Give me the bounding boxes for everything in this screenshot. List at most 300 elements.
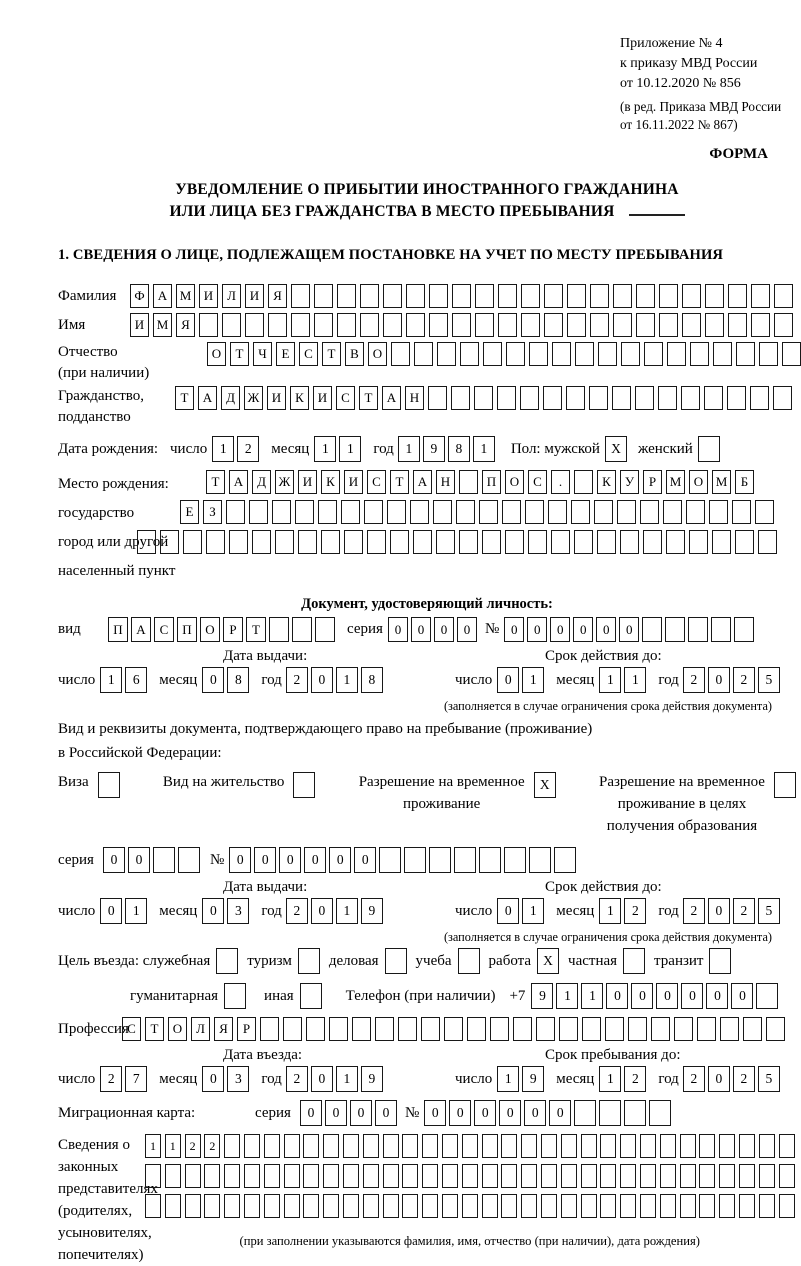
char-cell[interactable] bbox=[659, 284, 678, 308]
char-cell[interactable] bbox=[543, 386, 562, 410]
char-cell[interactable]: И bbox=[245, 284, 264, 308]
char-cell[interactable] bbox=[544, 313, 563, 337]
char-cell[interactable] bbox=[444, 1017, 463, 1041]
char-cell[interactable]: 9 bbox=[522, 1066, 544, 1092]
char-cell[interactable]: 2 bbox=[733, 898, 755, 924]
char-cell[interactable] bbox=[600, 1194, 616, 1218]
char-cell[interactable]: 1 bbox=[212, 436, 234, 462]
char-cell[interactable] bbox=[185, 1164, 201, 1188]
patronymic-boxes[interactable] bbox=[207, 342, 801, 366]
char-cell[interactable] bbox=[663, 500, 682, 524]
char-cell[interactable] bbox=[422, 1194, 438, 1218]
char-cell[interactable]: О bbox=[207, 342, 226, 366]
char-cell[interactable] bbox=[529, 847, 551, 873]
char-cell[interactable] bbox=[459, 470, 478, 494]
char-cell[interactable] bbox=[216, 948, 238, 974]
char-cell[interactable]: М bbox=[666, 470, 685, 494]
char-cell[interactable] bbox=[660, 1134, 676, 1158]
char-cell[interactable] bbox=[429, 847, 451, 873]
id-issue-month-boxes[interactable] bbox=[202, 667, 249, 693]
char-cell[interactable] bbox=[452, 284, 471, 308]
char-cell[interactable] bbox=[720, 1017, 739, 1041]
char-cell[interactable] bbox=[590, 284, 609, 308]
char-cell[interactable] bbox=[413, 530, 432, 554]
char-cell[interactable] bbox=[613, 313, 632, 337]
char-cell[interactable]: Б bbox=[735, 470, 754, 494]
char-cell[interactable]: 0 bbox=[350, 1100, 372, 1126]
char-cell[interactable] bbox=[300, 983, 322, 1009]
char-cell[interactable]: 0 bbox=[681, 983, 703, 1009]
char-cell[interactable] bbox=[659, 313, 678, 337]
char-cell[interactable]: 0 bbox=[229, 847, 251, 873]
char-cell[interactable] bbox=[264, 1164, 280, 1188]
char-cell[interactable]: 5 bbox=[758, 1066, 780, 1092]
char-cell[interactable] bbox=[711, 617, 731, 642]
char-cell[interactable] bbox=[458, 948, 480, 974]
char-cell[interactable] bbox=[541, 1134, 557, 1158]
char-cell[interactable]: 0 bbox=[499, 1100, 521, 1126]
entry-month-boxes[interactable] bbox=[202, 1066, 249, 1092]
char-cell[interactable] bbox=[536, 1017, 555, 1041]
char-cell[interactable]: К bbox=[290, 386, 309, 410]
char-cell[interactable] bbox=[612, 386, 631, 410]
char-cell[interactable] bbox=[756, 983, 778, 1009]
char-cell[interactable] bbox=[709, 948, 731, 974]
char-cell[interactable] bbox=[665, 617, 685, 642]
legal-reps-boxes-3[interactable] bbox=[145, 1194, 795, 1218]
char-cell[interactable]: Т bbox=[246, 617, 266, 642]
char-cell[interactable]: 0 bbox=[457, 617, 477, 642]
char-cell[interactable] bbox=[303, 1194, 319, 1218]
char-cell[interactable] bbox=[298, 948, 320, 974]
res-series-boxes[interactable] bbox=[103, 847, 200, 873]
char-cell[interactable] bbox=[293, 772, 315, 798]
char-cell[interactable]: 2 bbox=[286, 1066, 308, 1092]
char-cell[interactable]: Р bbox=[223, 617, 243, 642]
char-cell[interactable] bbox=[617, 500, 636, 524]
char-cell[interactable] bbox=[689, 530, 708, 554]
char-cell[interactable] bbox=[620, 530, 639, 554]
sex-male-checkbox[interactable] bbox=[605, 436, 627, 462]
char-cell[interactable] bbox=[590, 313, 609, 337]
char-cell[interactable]: 0 bbox=[504, 617, 524, 642]
char-cell[interactable] bbox=[680, 1194, 696, 1218]
char-cell[interactable] bbox=[260, 1017, 279, 1041]
char-cell[interactable] bbox=[385, 948, 407, 974]
char-cell[interactable] bbox=[597, 530, 616, 554]
id-expiry-day-boxes[interactable] bbox=[497, 667, 544, 693]
char-cell[interactable] bbox=[229, 530, 248, 554]
char-cell[interactable]: 0 bbox=[524, 1100, 546, 1126]
char-cell[interactable] bbox=[640, 1134, 656, 1158]
char-cell[interactable] bbox=[379, 847, 401, 873]
char-cell[interactable]: 0 bbox=[103, 847, 125, 873]
purpose-tourism-checkbox[interactable] bbox=[298, 948, 320, 974]
char-cell[interactable] bbox=[751, 313, 770, 337]
surname-boxes[interactable] bbox=[130, 284, 793, 308]
char-cell[interactable] bbox=[306, 1017, 325, 1041]
char-cell[interactable] bbox=[497, 386, 516, 410]
purpose-other-checkbox[interactable] bbox=[300, 983, 322, 1009]
char-cell[interactable]: Т bbox=[206, 470, 225, 494]
char-cell[interactable] bbox=[709, 500, 728, 524]
char-cell[interactable] bbox=[284, 1134, 300, 1158]
char-cell[interactable] bbox=[636, 313, 655, 337]
char-cell[interactable] bbox=[567, 313, 586, 337]
profession-boxes[interactable] bbox=[122, 1017, 785, 1041]
char-cell[interactable]: Т bbox=[390, 470, 409, 494]
char-cell[interactable] bbox=[620, 1164, 636, 1188]
char-cell[interactable] bbox=[551, 530, 570, 554]
char-cell[interactable] bbox=[566, 386, 585, 410]
char-cell[interactable]: И bbox=[298, 470, 317, 494]
res-expiry-year-boxes[interactable] bbox=[683, 898, 780, 924]
char-cell[interactable] bbox=[628, 1017, 647, 1041]
char-cell[interactable] bbox=[390, 530, 409, 554]
id-issue-year-boxes[interactable] bbox=[286, 667, 383, 693]
char-cell[interactable]: 1 bbox=[336, 667, 358, 693]
char-cell[interactable]: 8 bbox=[361, 667, 383, 693]
id-doc-type-boxes[interactable] bbox=[108, 617, 335, 642]
char-cell[interactable]: С bbox=[299, 342, 318, 366]
char-cell[interactable] bbox=[505, 530, 524, 554]
char-cell[interactable] bbox=[272, 500, 291, 524]
char-cell[interactable] bbox=[525, 500, 544, 524]
char-cell[interactable] bbox=[574, 1100, 596, 1126]
purpose-transit-checkbox[interactable] bbox=[709, 948, 731, 974]
char-cell[interactable] bbox=[383, 1134, 399, 1158]
char-cell[interactable] bbox=[554, 847, 576, 873]
char-cell[interactable] bbox=[283, 1017, 302, 1041]
char-cell[interactable]: 0 bbox=[202, 898, 224, 924]
char-cell[interactable] bbox=[782, 342, 801, 366]
char-cell[interactable] bbox=[759, 1134, 775, 1158]
char-cell[interactable] bbox=[145, 1164, 161, 1188]
char-cell[interactable]: 1 bbox=[314, 436, 336, 462]
edu-permit-checkbox[interactable] bbox=[774, 772, 796, 798]
char-cell[interactable]: О bbox=[368, 342, 387, 366]
char-cell[interactable]: Л bbox=[222, 284, 241, 308]
char-cell[interactable] bbox=[705, 284, 724, 308]
char-cell[interactable]: С bbox=[154, 617, 174, 642]
char-cell[interactable]: 1 bbox=[339, 436, 361, 462]
char-cell[interactable] bbox=[732, 500, 751, 524]
char-cell[interactable] bbox=[383, 313, 402, 337]
char-cell[interactable] bbox=[414, 342, 433, 366]
char-cell[interactable] bbox=[643, 530, 662, 554]
char-cell[interactable] bbox=[739, 1194, 755, 1218]
char-cell[interactable] bbox=[454, 847, 476, 873]
char-cell[interactable] bbox=[452, 313, 471, 337]
char-cell[interactable] bbox=[383, 1194, 399, 1218]
char-cell[interactable]: 0 bbox=[606, 983, 628, 1009]
char-cell[interactable] bbox=[343, 1194, 359, 1218]
char-cell[interactable] bbox=[660, 1194, 676, 1218]
char-cell[interactable]: X bbox=[605, 436, 627, 462]
char-cell[interactable]: 2 bbox=[286, 667, 308, 693]
char-cell[interactable] bbox=[649, 1100, 671, 1126]
char-cell[interactable]: Ж bbox=[275, 470, 294, 494]
char-cell[interactable] bbox=[226, 500, 245, 524]
char-cell[interactable] bbox=[559, 1017, 578, 1041]
char-cell[interactable]: 0 bbox=[311, 667, 333, 693]
char-cell[interactable] bbox=[275, 530, 294, 554]
char-cell[interactable] bbox=[298, 530, 317, 554]
char-cell[interactable] bbox=[774, 284, 793, 308]
char-cell[interactable]: 0 bbox=[434, 617, 454, 642]
char-cell[interactable] bbox=[574, 470, 593, 494]
char-cell[interactable] bbox=[513, 1017, 532, 1041]
char-cell[interactable] bbox=[363, 1194, 379, 1218]
char-cell[interactable] bbox=[462, 1164, 478, 1188]
temp-permit-checkbox[interactable] bbox=[534, 772, 556, 798]
char-cell[interactable] bbox=[506, 342, 525, 366]
legal-reps-boxes-2[interactable] bbox=[145, 1164, 795, 1188]
char-cell[interactable]: А bbox=[382, 386, 401, 410]
char-cell[interactable]: С bbox=[336, 386, 355, 410]
purpose-humanitarian-checkbox[interactable] bbox=[224, 983, 246, 1009]
char-cell[interactable]: Л bbox=[191, 1017, 210, 1041]
char-cell[interactable]: 2 bbox=[100, 1066, 122, 1092]
purpose-official-checkbox[interactable] bbox=[216, 948, 238, 974]
char-cell[interactable] bbox=[329, 1017, 348, 1041]
char-cell[interactable] bbox=[323, 1194, 339, 1218]
char-cell[interactable]: 9 bbox=[361, 898, 383, 924]
char-cell[interactable]: 2 bbox=[624, 898, 646, 924]
char-cell[interactable] bbox=[750, 386, 769, 410]
char-cell[interactable] bbox=[599, 1100, 621, 1126]
char-cell[interactable] bbox=[561, 1164, 577, 1188]
char-cell[interactable] bbox=[318, 500, 337, 524]
char-cell[interactable]: 0 bbox=[527, 617, 547, 642]
char-cell[interactable] bbox=[404, 847, 426, 873]
char-cell[interactable] bbox=[719, 1134, 735, 1158]
char-cell[interactable] bbox=[779, 1194, 795, 1218]
char-cell[interactable]: К bbox=[597, 470, 616, 494]
char-cell[interactable] bbox=[582, 1017, 601, 1041]
char-cell[interactable] bbox=[442, 1134, 458, 1158]
char-cell[interactable] bbox=[343, 1134, 359, 1158]
char-cell[interactable] bbox=[422, 1164, 438, 1188]
char-cell[interactable] bbox=[698, 436, 720, 462]
char-cell[interactable]: П bbox=[177, 617, 197, 642]
char-cell[interactable] bbox=[712, 530, 731, 554]
char-cell[interactable] bbox=[521, 1134, 537, 1158]
char-cell[interactable]: З bbox=[203, 500, 222, 524]
char-cell[interactable]: М bbox=[712, 470, 731, 494]
char-cell[interactable] bbox=[429, 284, 448, 308]
char-cell[interactable] bbox=[521, 284, 540, 308]
char-cell[interactable]: С bbox=[122, 1017, 141, 1041]
char-cell[interactable]: А bbox=[229, 470, 248, 494]
char-cell[interactable] bbox=[383, 1164, 399, 1188]
char-cell[interactable] bbox=[624, 1100, 646, 1126]
char-cell[interactable]: Т bbox=[359, 386, 378, 410]
char-cell[interactable]: 0 bbox=[497, 898, 519, 924]
char-cell[interactable] bbox=[755, 500, 774, 524]
mig-number-boxes[interactable] bbox=[424, 1100, 671, 1126]
char-cell[interactable]: Ж bbox=[244, 386, 263, 410]
char-cell[interactable] bbox=[644, 342, 663, 366]
char-cell[interactable] bbox=[482, 1164, 498, 1188]
char-cell[interactable] bbox=[337, 284, 356, 308]
char-cell[interactable]: 2 bbox=[733, 1066, 755, 1092]
char-cell[interactable]: Т bbox=[175, 386, 194, 410]
char-cell[interactable]: 1 bbox=[497, 1066, 519, 1092]
char-cell[interactable] bbox=[636, 284, 655, 308]
char-cell[interactable] bbox=[268, 313, 287, 337]
char-cell[interactable] bbox=[490, 1017, 509, 1041]
char-cell[interactable] bbox=[674, 1017, 693, 1041]
char-cell[interactable]: Н bbox=[436, 470, 455, 494]
char-cell[interactable] bbox=[581, 1134, 597, 1158]
char-cell[interactable] bbox=[541, 1164, 557, 1188]
char-cell[interactable]: 1 bbox=[100, 667, 122, 693]
char-cell[interactable] bbox=[713, 342, 732, 366]
char-cell[interactable] bbox=[451, 386, 470, 410]
char-cell[interactable] bbox=[436, 530, 455, 554]
char-cell[interactable]: 0 bbox=[388, 617, 408, 642]
char-cell[interactable] bbox=[759, 342, 778, 366]
char-cell[interactable] bbox=[456, 500, 475, 524]
char-cell[interactable]: О bbox=[200, 617, 220, 642]
char-cell[interactable]: С bbox=[367, 470, 386, 494]
char-cell[interactable] bbox=[284, 1164, 300, 1188]
res-expiry-day-boxes[interactable] bbox=[497, 898, 544, 924]
birth-place-boxes-3[interactable] bbox=[137, 530, 777, 554]
char-cell[interactable] bbox=[728, 284, 747, 308]
char-cell[interactable] bbox=[224, 983, 246, 1009]
char-cell[interactable] bbox=[719, 1194, 735, 1218]
char-cell[interactable]: Р bbox=[643, 470, 662, 494]
char-cell[interactable] bbox=[383, 284, 402, 308]
char-cell[interactable] bbox=[699, 1194, 715, 1218]
char-cell[interactable] bbox=[245, 313, 264, 337]
char-cell[interactable] bbox=[759, 1194, 775, 1218]
char-cell[interactable]: 3 bbox=[227, 1066, 249, 1092]
char-cell[interactable]: 2 bbox=[733, 667, 755, 693]
stay-month-boxes[interactable] bbox=[599, 1066, 646, 1092]
char-cell[interactable]: Д bbox=[221, 386, 240, 410]
char-cell[interactable]: 1 bbox=[473, 436, 495, 462]
char-cell[interactable]: Я bbox=[214, 1017, 233, 1041]
char-cell[interactable] bbox=[483, 342, 502, 366]
char-cell[interactable]: 3 bbox=[227, 898, 249, 924]
char-cell[interactable]: 0 bbox=[708, 898, 730, 924]
char-cell[interactable] bbox=[736, 342, 755, 366]
char-cell[interactable] bbox=[460, 342, 479, 366]
char-cell[interactable] bbox=[501, 1164, 517, 1188]
char-cell[interactable] bbox=[222, 313, 241, 337]
birth-year-boxes[interactable] bbox=[398, 436, 495, 462]
char-cell[interactable] bbox=[690, 342, 709, 366]
char-cell[interactable] bbox=[402, 1134, 418, 1158]
char-cell[interactable]: 0 bbox=[619, 617, 639, 642]
char-cell[interactable]: 9 bbox=[361, 1066, 383, 1092]
char-cell[interactable] bbox=[437, 342, 456, 366]
char-cell[interactable] bbox=[613, 284, 632, 308]
id-doc-number-boxes[interactable] bbox=[504, 617, 754, 642]
char-cell[interactable] bbox=[467, 1017, 486, 1041]
char-cell[interactable] bbox=[185, 1194, 201, 1218]
char-cell[interactable] bbox=[667, 342, 686, 366]
char-cell[interactable] bbox=[442, 1164, 458, 1188]
char-cell[interactable] bbox=[406, 284, 425, 308]
char-cell[interactable]: Р bbox=[237, 1017, 256, 1041]
char-cell[interactable] bbox=[521, 1164, 537, 1188]
char-cell[interactable] bbox=[363, 1164, 379, 1188]
char-cell[interactable] bbox=[429, 313, 448, 337]
char-cell[interactable]: 2 bbox=[624, 1066, 646, 1092]
char-cell[interactable]: . bbox=[551, 470, 570, 494]
char-cell[interactable] bbox=[337, 313, 356, 337]
char-cell[interactable] bbox=[244, 1134, 260, 1158]
char-cell[interactable]: 8 bbox=[448, 436, 470, 462]
char-cell[interactable] bbox=[529, 342, 548, 366]
char-cell[interactable]: И bbox=[313, 386, 332, 410]
char-cell[interactable]: 0 bbox=[706, 983, 728, 1009]
char-cell[interactable]: А bbox=[198, 386, 217, 410]
char-cell[interactable] bbox=[364, 500, 383, 524]
char-cell[interactable] bbox=[479, 847, 501, 873]
char-cell[interactable]: 0 bbox=[329, 847, 351, 873]
char-cell[interactable] bbox=[391, 342, 410, 366]
char-cell[interactable]: 0 bbox=[202, 1066, 224, 1092]
char-cell[interactable]: В bbox=[345, 342, 364, 366]
birth-month-boxes[interactable] bbox=[314, 436, 361, 462]
birth-place-boxes-1[interactable] bbox=[206, 470, 777, 494]
char-cell[interactable] bbox=[501, 1194, 517, 1218]
char-cell[interactable] bbox=[433, 500, 452, 524]
citizenship-boxes[interactable] bbox=[175, 386, 792, 410]
char-cell[interactable] bbox=[165, 1164, 181, 1188]
char-cell[interactable] bbox=[363, 1134, 379, 1158]
char-cell[interactable]: 1 bbox=[125, 898, 147, 924]
char-cell[interactable]: О bbox=[168, 1017, 187, 1041]
stay-year-boxes[interactable] bbox=[683, 1066, 780, 1092]
char-cell[interactable] bbox=[688, 617, 708, 642]
char-cell[interactable]: 0 bbox=[708, 1066, 730, 1092]
char-cell[interactable] bbox=[199, 313, 218, 337]
char-cell[interactable] bbox=[224, 1194, 240, 1218]
char-cell[interactable]: 0 bbox=[304, 847, 326, 873]
char-cell[interactable]: И bbox=[130, 313, 149, 337]
purpose-private-checkbox[interactable] bbox=[623, 948, 645, 974]
char-cell[interactable] bbox=[581, 1194, 597, 1218]
char-cell[interactable] bbox=[292, 617, 312, 642]
char-cell[interactable]: 1 bbox=[165, 1134, 181, 1158]
char-cell[interactable] bbox=[642, 617, 662, 642]
char-cell[interactable]: 0 bbox=[449, 1100, 471, 1126]
char-cell[interactable] bbox=[269, 617, 289, 642]
char-cell[interactable]: 0 bbox=[731, 983, 753, 1009]
char-cell[interactable]: Е bbox=[276, 342, 295, 366]
char-cell[interactable] bbox=[620, 1134, 636, 1158]
char-cell[interactable] bbox=[704, 386, 723, 410]
char-cell[interactable] bbox=[581, 1164, 597, 1188]
char-cell[interactable] bbox=[498, 284, 517, 308]
char-cell[interactable] bbox=[462, 1134, 478, 1158]
res-number-boxes[interactable] bbox=[229, 847, 576, 873]
char-cell[interactable] bbox=[183, 530, 202, 554]
char-cell[interactable] bbox=[658, 386, 677, 410]
char-cell[interactable]: 0 bbox=[631, 983, 653, 1009]
char-cell[interactable] bbox=[244, 1194, 260, 1218]
res-issue-month-boxes[interactable] bbox=[202, 898, 249, 924]
char-cell[interactable]: 0 bbox=[411, 617, 431, 642]
char-cell[interactable]: 2 bbox=[683, 667, 705, 693]
char-cell[interactable]: Д bbox=[252, 470, 271, 494]
